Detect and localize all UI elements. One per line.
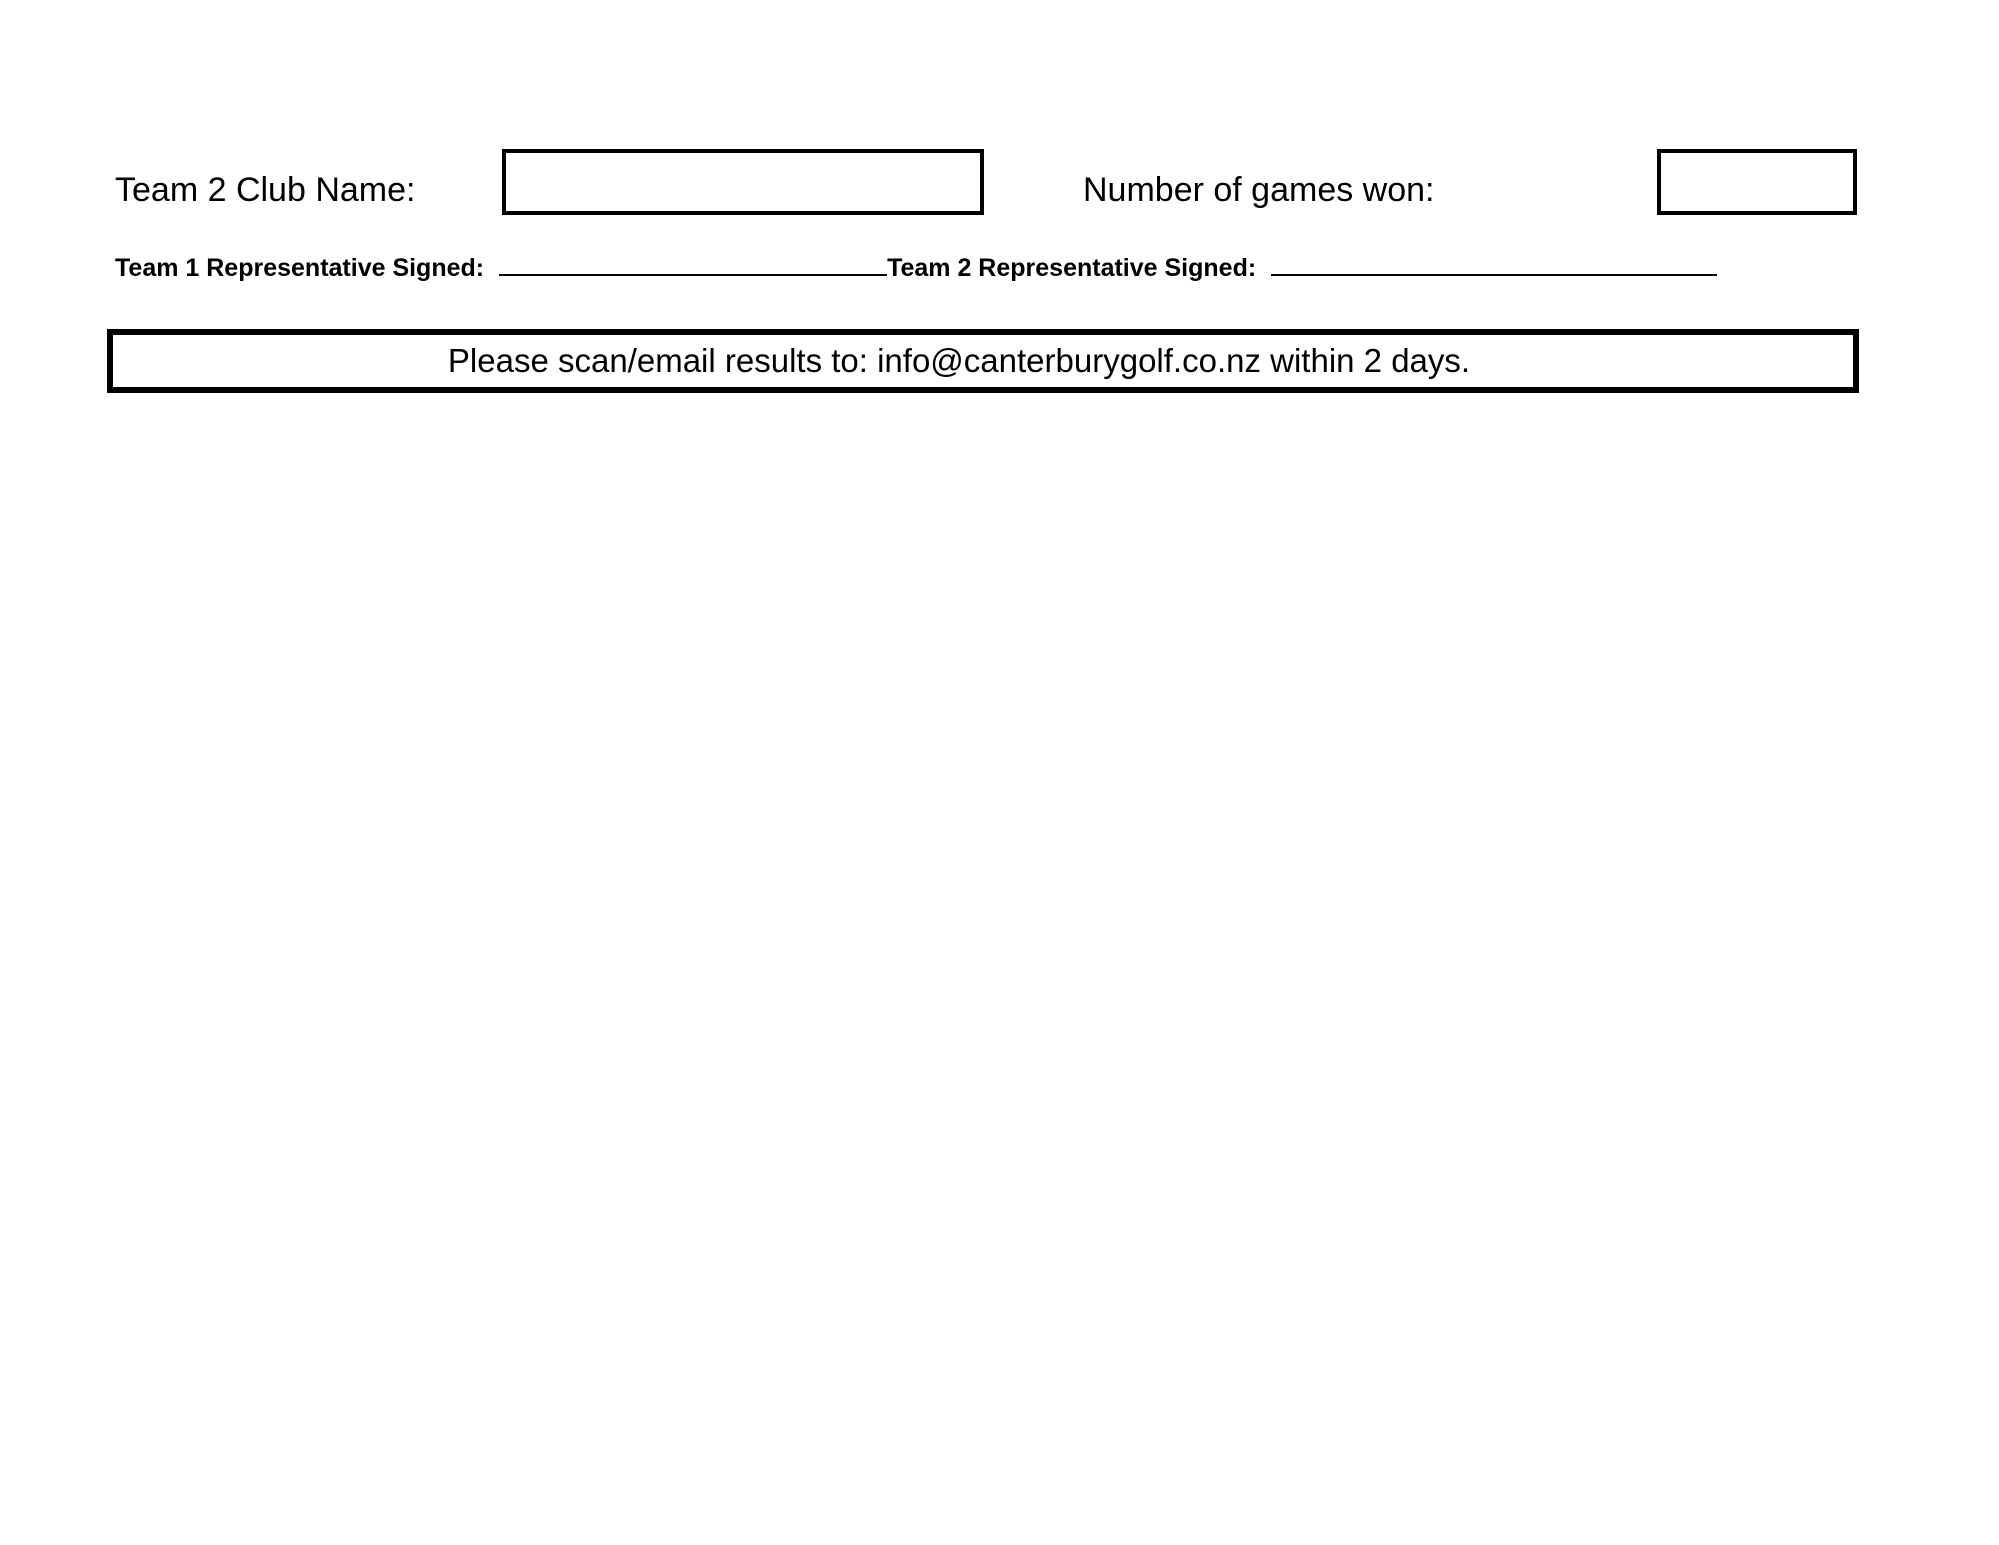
- team2-signature-line[interactable]: [1271, 252, 1717, 276]
- team2-signed-label: Team 2 Representative Signed:: [887, 254, 1257, 282]
- team1-signature-line[interactable]: [499, 252, 887, 276]
- signature-row: [115, 252, 1717, 283]
- team2-club-name-label: Team 2 Club Name:: [115, 171, 416, 209]
- email-notice-box: [107, 329, 1859, 393]
- email-notice-text: Please scan/email results to: info@canterburygolf.co.nz within 2 days.: [447, 342, 1471, 379]
- team2-club-name-field[interactable]: [502, 149, 984, 215]
- team1-signed-label: Team 1 Representative Signed:: [115, 254, 485, 282]
- games-won-field[interactable]: [1657, 149, 1857, 215]
- games-won-label: Number of games won:: [1083, 171, 1435, 209]
